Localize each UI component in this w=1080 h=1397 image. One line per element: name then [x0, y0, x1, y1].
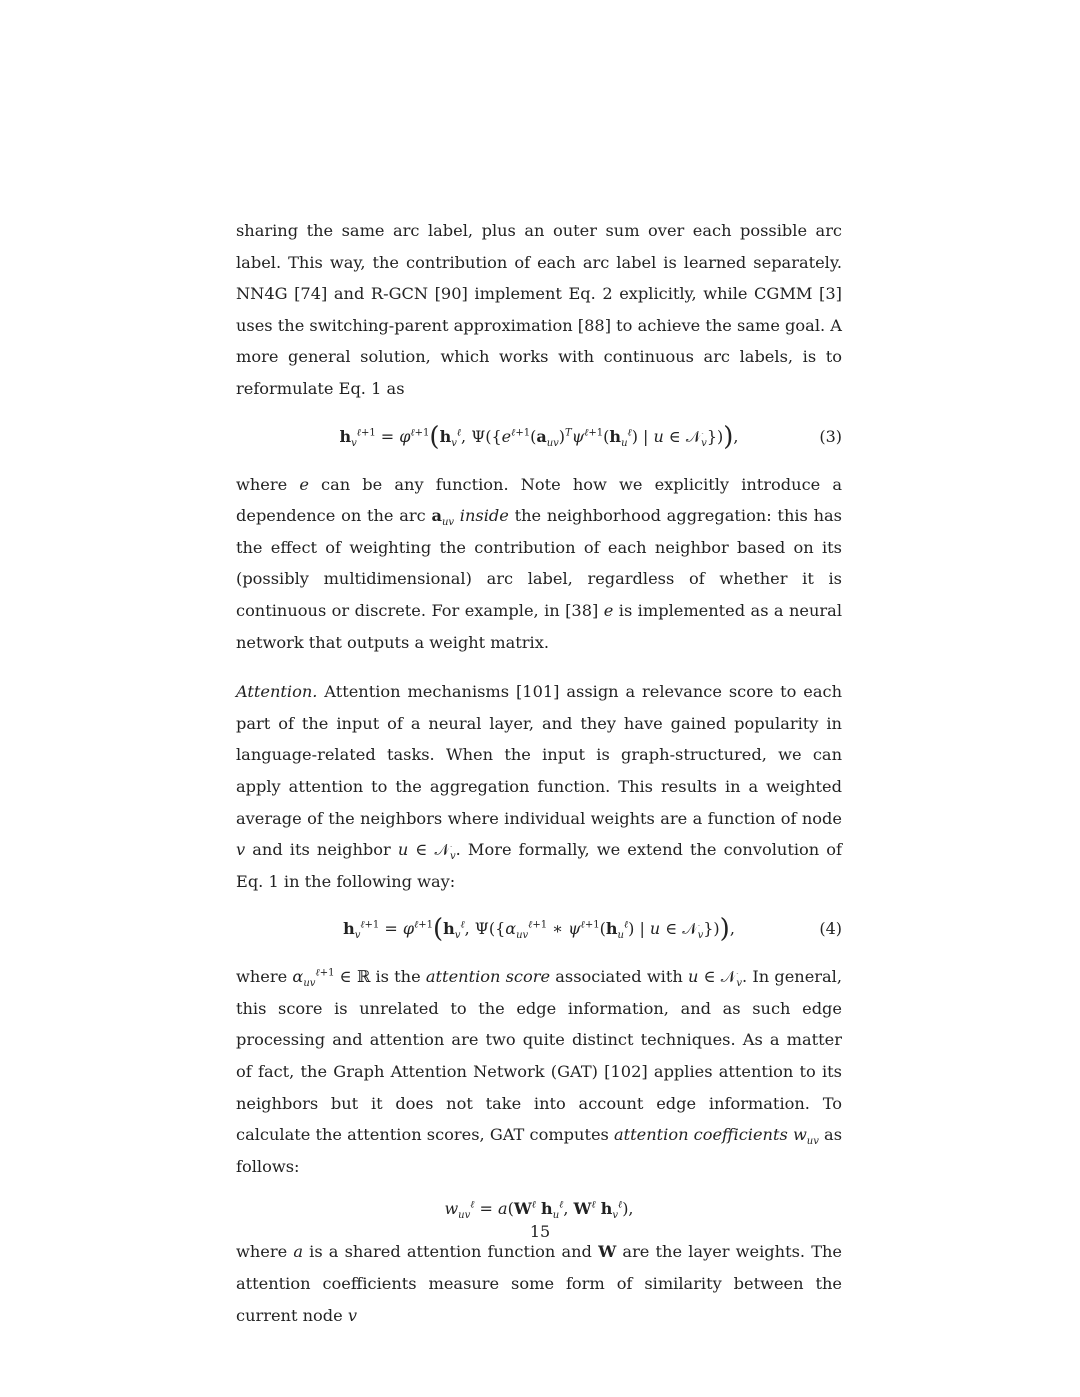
equation-3-formula: $h_v^{\ell+1} = \varphi^{\ell+1}(h_v^\ell$, $\Psi(\{e^{\ell+1}(a_{uv})^T\psi^{\ell+1}(h_u^\ell)$ | u ∈ 𝒩$_v$})), — [339, 421, 739, 452]
paragraph-5: where a is a shared attention function and W are the layer weights. The attention coefficients measure some form of similarity between the current node v — [236, 1242, 842, 1325]
equation-4 — [236, 897, 842, 961]
paragraph-1: sharing the same arc label, plus an outer sum over each possible arc label. This way, the contribution of each arc label is learned separately. NN4G [74] and R-GCN [90] implement Eq. 2 explicitly, while CGMM [3] uses the switching-parent approximation [88] to achieve the same goal. A more general solution, which works with continuous arc labels, is to reformulate Eq. 1 as — [236, 221, 842, 398]
equation-4-formula: $h_v^{\ell+1} = \varphi^{\ell+1}(h_v^\ell$, $\Psi(\{\alpha_{uv}^{\ell+1}$ ∗ $\psi^{\ell+1}(h_u^\ell)$ | u ∈ 𝒩$_v$})), — [343, 914, 735, 945]
attention-heading: Attention. — [236, 682, 318, 702]
equation-3-number: (3) — [819, 426, 842, 446]
equation-3 — [236, 405, 842, 469]
paragraph-3: Attention. Attention mechanisms [101] assign a relevance score to each part of the input of a neural layer, and they have gained popularity in language-related tasks. When the input is graph-structured, we can apply attention to the aggregation function. This results in a weighted average of the neighbors where individual weights are a function of node v and its neighbor u ∈ 𝒩$_v$. More formally, we extend the convolution of Eq. 1 in the following way: — [236, 682, 843, 891]
page-number: 15 — [529, 1222, 551, 1241]
equation-coefficients-formula: $w_{uv}^\ell = a(W^\ell$ $h_u^\ell$, $W^\ell$ $h_v^\ell$), — [444, 1199, 634, 1222]
page-body — [236, 215, 842, 1331]
equation-4-number: (4) — [819, 919, 842, 939]
paragraph-2: where e can be any function. Note how we explicitly introduce a dependence on the arc $a_{uv}$ inside the neighborhood aggregation: this has the effect of weighting the contribution of each neighbor based on its (possibly multidimensional) arc label, regardless of whether it is continuous or discrete. For example, in [38] e is implemented as a neural network that outputs a weight matrix. — [236, 474, 843, 652]
paragraph-4: where $\alpha_{uv}^{\ell+1}$ ∈ ℝ is the attention score associated with u ∈ 𝒩$_v$. In general, this score is unrelated to the edge information, and as such edge processing and attention are two quite distinct techniques. As a matter of fact, the Graph Attention Network (GAT) [102] applies attention to its neighbors but it does not take into account edge information. To calculate the attention scores, GAT computes attention coefficients $w_{uv}$ as follows: — [236, 967, 842, 1176]
